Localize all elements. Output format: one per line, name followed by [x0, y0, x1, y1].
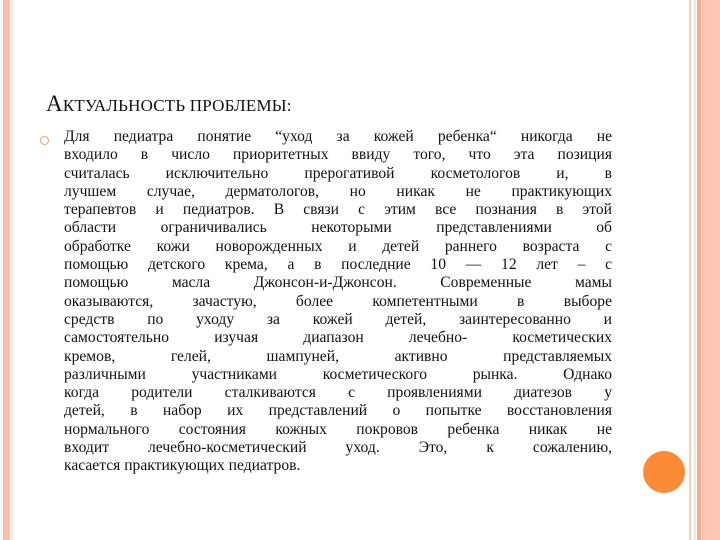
left-border-thin [11, 0, 13, 540]
paragraph-line: обработке кожи новорожденных и детей раннего возраста с [64, 237, 612, 255]
paragraph-line: области ограничивались некоторыми представлениями об [64, 219, 612, 237]
paragraph-line: входит лечебно-косметический уход. Это, к сожалению, [64, 439, 612, 457]
paragraph-line: кремов, гелей, шампуней, активно представляемых [64, 347, 612, 365]
right-border-thin-1 [689, 0, 691, 540]
paragraph-line: детей, в набор их представлений о попытке восстановления [64, 402, 612, 420]
title-initial: А [46, 91, 63, 117]
left-border-stripe [3, 0, 10, 540]
paragraph-line: самостоятельно изучая диапазон лечебно- косметических [64, 329, 612, 347]
right-border-thin-2 [694, 0, 696, 540]
orange-circle-decoration [643, 451, 685, 493]
paragraph-line: Для педиатра понятие “уход за кожей ребенка“ никогда не [64, 128, 612, 145]
paragraph-line: помощью детского крема, а в последние 10 — 12 лет – с [64, 256, 612, 274]
paragraph-line: касается практикующих педиатров. [64, 457, 301, 475]
paragraph-line: средств по уходу за кожей детей, заинтересованно и [64, 310, 612, 328]
paragraph-line: лучшем случае, дерматологов, но никак не практикующих [64, 182, 612, 200]
paragraph-line: входило в число приоритетных ввиду того, что эта позиция [64, 146, 612, 164]
right-border-band [702, 0, 720, 540]
bullet-icon [40, 136, 49, 145]
paragraph-line: считалась исключительно прерогативой косметологов и, в [64, 164, 612, 182]
paragraph-line: помощью масла Джонсон-и-Джонсон. Современные мамы [64, 274, 612, 292]
paragraph-line: когда родители сталкиваются с проявлениями диатезов у [64, 384, 612, 402]
paragraph-line: различными участниками косметического рынка. Однако [64, 365, 612, 383]
paragraph-line: нормального состояния кожных покровов ребенка никак не [64, 420, 612, 438]
right-border-line [697, 0, 701, 540]
bullet-paragraph [64, 128, 612, 476]
paragraph-line: оказываются, зачастую, более компетентными в выборе [64, 292, 612, 310]
title-rest: КТУАЛЬНОСТЬ ПРОБЛЕМЫ: [62, 96, 292, 116]
paragraph-line: терапевтов и педиатров. В связи с этим все познания в этой [64, 201, 612, 219]
slide-title [46, 91, 292, 117]
